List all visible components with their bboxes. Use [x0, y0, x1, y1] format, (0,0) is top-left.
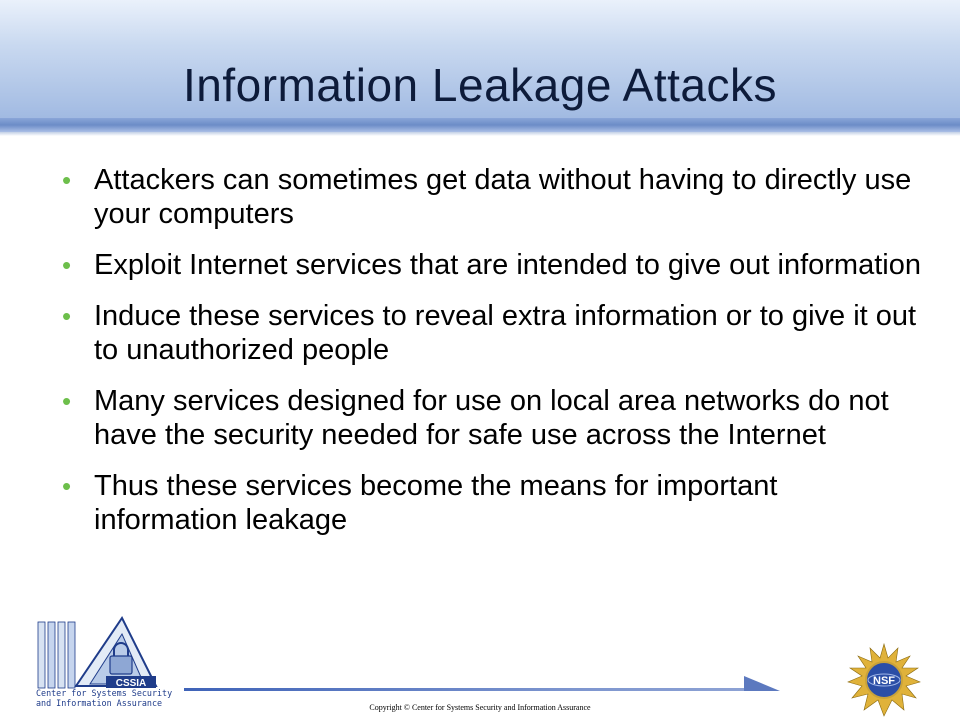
- bullet-text: Many services designed for use on local area networks do not have the security needed for safe use across the Internet: [94, 385, 889, 451]
- slide-title: Information Leakage Attacks: [183, 59, 777, 111]
- copyright-text: Copyright © Center for Systems Security and Information Assurance: [369, 703, 591, 712]
- bullet-dot-icon: •: [62, 386, 72, 416]
- bullet-text: Exploit Internet services that are intended to give out information: [94, 249, 921, 281]
- header-band: [0, 118, 960, 132]
- nsf-label: NSF: [873, 675, 895, 687]
- footer-divider: [184, 688, 744, 691]
- bullet-item: [62, 469, 922, 537]
- cssia-acronym: CSSIA: [115, 678, 147, 689]
- bullet-item: [62, 163, 922, 231]
- bullet-dot-icon: •: [62, 301, 72, 331]
- bullet-text: Attackers can sometimes get data without having to directly use your computers: [94, 164, 912, 230]
- nsf-seal-icon: [846, 642, 922, 718]
- bullet-item: [62, 384, 922, 452]
- bullet-dot-icon: •: [62, 250, 72, 280]
- bullet-dot-icon: •: [62, 471, 72, 501]
- bullet-text: Thus these services become the means for important information leakage: [94, 470, 778, 536]
- footer-accent: [744, 676, 780, 691]
- bullet-list: [62, 163, 922, 554]
- bullet-item: [62, 299, 922, 367]
- bullet-text: Induce these services to reveal extra information or to give it out to unauthorized people: [94, 300, 917, 366]
- cssia-caption-line1: Center for Systems Security: [36, 688, 173, 698]
- bullet-item: [62, 248, 922, 282]
- bullet-dot-icon: •: [62, 165, 72, 195]
- cssia-caption-line2: and Information Assurance: [36, 698, 163, 708]
